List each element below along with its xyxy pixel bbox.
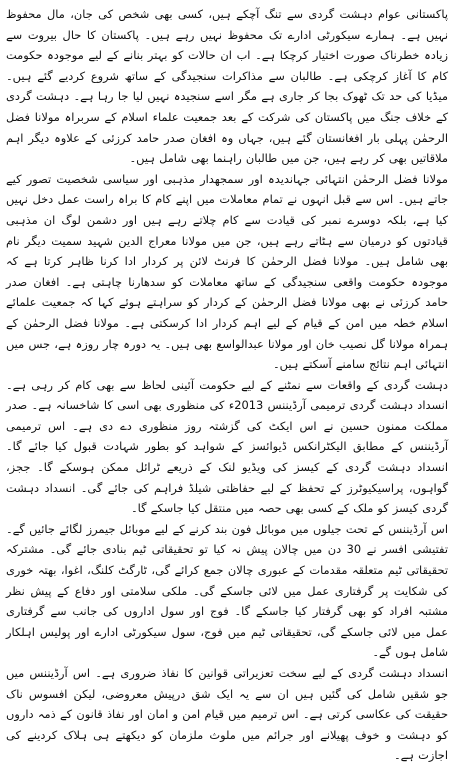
article-paragraph: مولانا فضل الرحمٰن انتہائی جہاندیدہ اور سمجھدار مذہبی اور سیاسی شخصیت تصور کیے جاتے ہیں۔ اس سے قبل انہوں نے تمام معاملات میں اپنے کام کا براہ راست عمل دخل نہیں کیا ہے، بلکہ دوسرے نمبر کی قیادت سے کام چلاتے رہے ہیں اور دشمن لوگ ان مذہبی قیادتوں کو درمیان سے ہٹاتے رہے ہیں، جن میں مولانا معراج الدین شہید سمیت دیگر نام بھی شامل ہیں۔ مولانا فضل الرحمٰن کا فرنٹ لائن پر کردار ادا کرنا ظاہر کرتا ہے کہ موجودہ حکومت واقعی سنجیدگی کے ساتھ معاملات کو سدھارنا چاہتی ہے۔ افغان صدر حامد کرزئی نے بھی مولانا فضل الرحمٰن کے کردار کو سراہتے ہوئے کہا کہ جمعیت علمائے اسلام خطہ میں امن کے قیام کے لیے اہم کردار ادا کرسکتی ہے۔ مولانا فضل الرحمٰن کے ہمراہ مولانا گل نصیب خان اور مولانا عبدالواسع بھی ہیں۔ یہ دورہ چار روزہ ہے، جس میں انتہائی اہم نتائج سامنے آسکتے ہیں۔ [6, 171, 448, 372]
article-paragraph: انسداد دہشت گردی کے لیے سخت تعزیراتی قوانین کا نفاذ ضروری ہے۔ اس آرڈیننس میں جو شقیں شامل کی گئیں ہیں ان سے یہ ایک شق درپیش معروضی، لیکن افسوس ناک حقیقت کی عکاسی کرتی ہے۔ اس ترمیم میں قیام امن و امان اور نفاذ قانون کے ذمہ داروں کو دہشت و خوف پھیلانے اور جرائم میں ملوث ملزمان کو دیکھتے ہی ہلاک کردینے کی اجازت ہے۔ [6, 666, 448, 763]
article-paragraph: پاکستانی عوام دہشت گردی سے تنگ آچکے ہیں، کسی بھی شخص کی جان، مال محفوظ نہیں ہے۔ ہمارے سیکورٹی ادارے تک محفوظ نہیں رہے ہیں۔ پاکستان کا حال بیروت سے زیادہ خطرناک صورت اختیار کرچکا ہے۔ اب ان حالات کو بہتر بنانے کے لیے موجودہ حکومت کام کا آغاز کرچکی ہے۔ طالبان سے مذاکرات سنجیدگی کے ساتھ شروع کردیے گئے ہیں۔ میڈیا کی حد تک ٹھوک بجا کر جاری ہے مگر اسے سنجیدہ نہیں لیا جا رہا ہے۔ دہشت گردی کے خلاف جنگ میں پاکستان کی شرکت کے بعد جمعیت علماء اسلام کے سربراہ مولانا فضل الرحمٰن پہلی بار افغانستان گئے ہیں، جہاں وہ افغان صدر حامد کرزئی کے علاوہ دیگر اہم ملاقاتیں بھی کر رہے ہیں، جن میں طالبان راہنما بھی شامل ہیں۔ [6, 7, 448, 166]
article-paragraph: اس آرڈیننس کے تحت جیلوں میں موبائل فون بند کرنے کے لیے موبائل جیمرز لگائے جائیں گے۔ تفتیشی افسر نے 30 دن میں چالان پیش نہ کیا تو تحقیقاتی ٹیم بنادی جائے گی۔ مشترکہ تحقیقاتی ٹیم متعلقہ مقدمات کے عبوری چالان جمع کرائے گی، ٹارگٹ کلنگ، اغوا، بھتہ خوری کی شکایت پر گرفتاری عمل میں لائی جاسکے گی۔ ملکی سلامتی اور دفاع کے پیش نظر مشتبہ افراد کو بھی گرفتار کیا جاسکے گا۔ فوج اور سول اداروں کی جانب سے گرفتاری عمل میں لائی جاسکے گی، تحقیقاتی ٹیم میں فوج، سول سیکورٹی ادارے اور پولیس اہلکار شامل ہوں گے۔ [6, 521, 448, 660]
article-paragraph: دہشت گردی کے واقعات سے نمٹنے کے لیے حکومت آئینی لحاظ سے بھی کام کر رہی ہے۔ انسداد دہشت گردی ترمیمی آرڈیننس 2013ء کی منظوری بھی اسی کا شاخسانہ ہے۔ صدر مملکت ممنون حسین نے اس ایکٹ کی گزشتہ روز منظوری دے دی ہے۔ اس ترمیمی آرڈیننس کے مطابق الیکٹرانکس ڈیوائسز کے شواہد کو بطور شہادت قبول کیا جائے گا۔ انسداد دہشت گردی کے کیسز کی ویڈیو لنک کے ذریعے ٹرائل ممکن ہوسکے گا۔ ججز، گواہوں، پراسیکیوٹرز کے تحفظ کے لیے حفاظتی شیلڈ فراہم کی جائے گی۔ انسداد دہشت گردی کیسز کو ملک کے کسی بھی حصہ میں منتقل کیا جاسکے گا۔ [6, 377, 448, 516]
